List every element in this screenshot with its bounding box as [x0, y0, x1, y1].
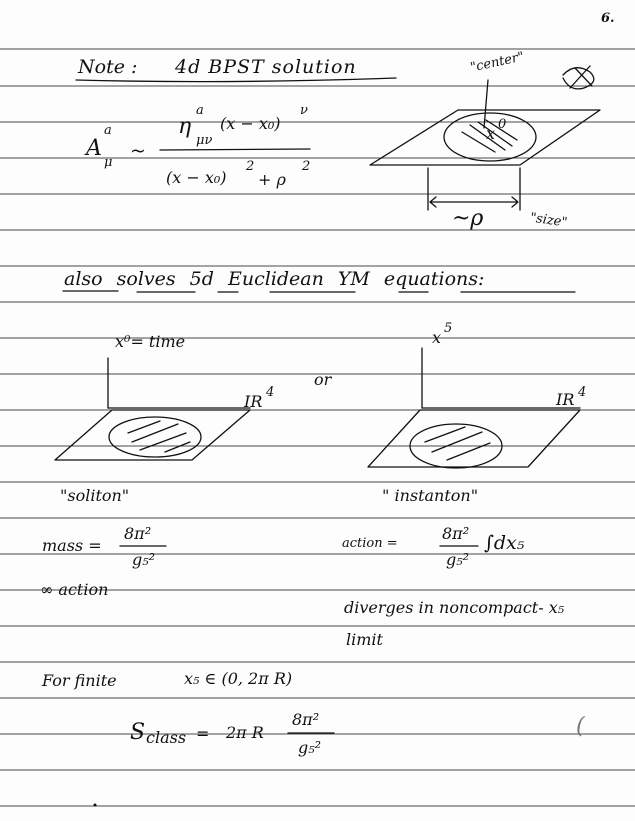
formula-den-b-sup: 2: [302, 159, 311, 174]
statement-text: also solves 5d Euclidean YM equations:: [64, 268, 485, 290]
sclass-denominator: g₅²: [298, 738, 322, 757]
size-word: "size": [529, 210, 569, 231]
right-axis-label: x: [432, 328, 442, 347]
mass-label: mass =: [42, 536, 102, 555]
formula-lhs: A: [86, 136, 102, 161]
right-space-label: IR: [556, 390, 575, 409]
page-title: 4d BPST solution: [175, 56, 357, 78]
soliton-label: "soliton": [60, 486, 130, 505]
sclass-factor: 2π R: [226, 723, 264, 742]
left-axis-label: x⁰= time: [115, 332, 186, 351]
action-numerator: 8π²: [442, 524, 470, 543]
action-integral: ∫dx₅: [484, 532, 525, 554]
action-label: action =: [342, 536, 398, 551]
note-label: Note :: [78, 56, 138, 78]
size-rho: ~ρ: [452, 206, 484, 231]
finite-label: For finite: [42, 671, 117, 690]
limit-note: limit: [346, 630, 383, 649]
sclass-equals: =: [196, 724, 210, 743]
title-underline: [76, 78, 396, 82]
formula-eta: η: [178, 114, 192, 139]
left-space-label: IR: [244, 392, 263, 411]
mass-denominator: g₅²: [132, 550, 156, 569]
sclass-numerator: 8π²: [292, 710, 320, 729]
formula-lhs-sub: μ: [104, 155, 113, 170]
formula-lhs-sup: a: [104, 123, 112, 138]
formula-eta-sub: μν: [196, 133, 213, 148]
x0-label: x: [486, 124, 496, 143]
formula-den-b: + ρ: [258, 170, 286, 189]
formula-eta-sup: a: [196, 103, 204, 118]
margin-mark: (: [576, 714, 585, 739]
formula-den-a-sup: 2: [246, 159, 255, 174]
formula-den-a: (x − x₀): [166, 168, 227, 187]
formula-num-rest-sup: ν: [300, 103, 308, 118]
formula-num-rest: (x − x₀): [220, 114, 281, 133]
infinite-action-note: ∞ action: [40, 580, 109, 599]
sclass-symbol: S: [130, 720, 146, 745]
instanton-label: " instanton": [382, 486, 479, 505]
sclass-sub: class: [146, 728, 187, 747]
page-number: 6.: [601, 11, 615, 26]
diverges-note: diverges in noncompact- x₅: [344, 598, 565, 617]
right-axis-sup: 5: [444, 321, 453, 336]
or-label: or: [314, 370, 332, 389]
center-label: "center": [469, 49, 526, 76]
formula-sim: ~: [130, 140, 146, 162]
formula-bar: [160, 149, 310, 150]
right-space-sup: 4: [578, 385, 587, 400]
mass-numerator: 8π²: [124, 524, 152, 543]
right-plane: [368, 410, 580, 467]
x0-sup: 0: [498, 117, 507, 132]
finite-range: x₅ ∈ (0, 2π R): [184, 669, 293, 688]
scribble-top: [563, 66, 594, 89]
action-denominator: g₅²: [446, 550, 470, 569]
left-space-sup: 4: [266, 385, 275, 400]
